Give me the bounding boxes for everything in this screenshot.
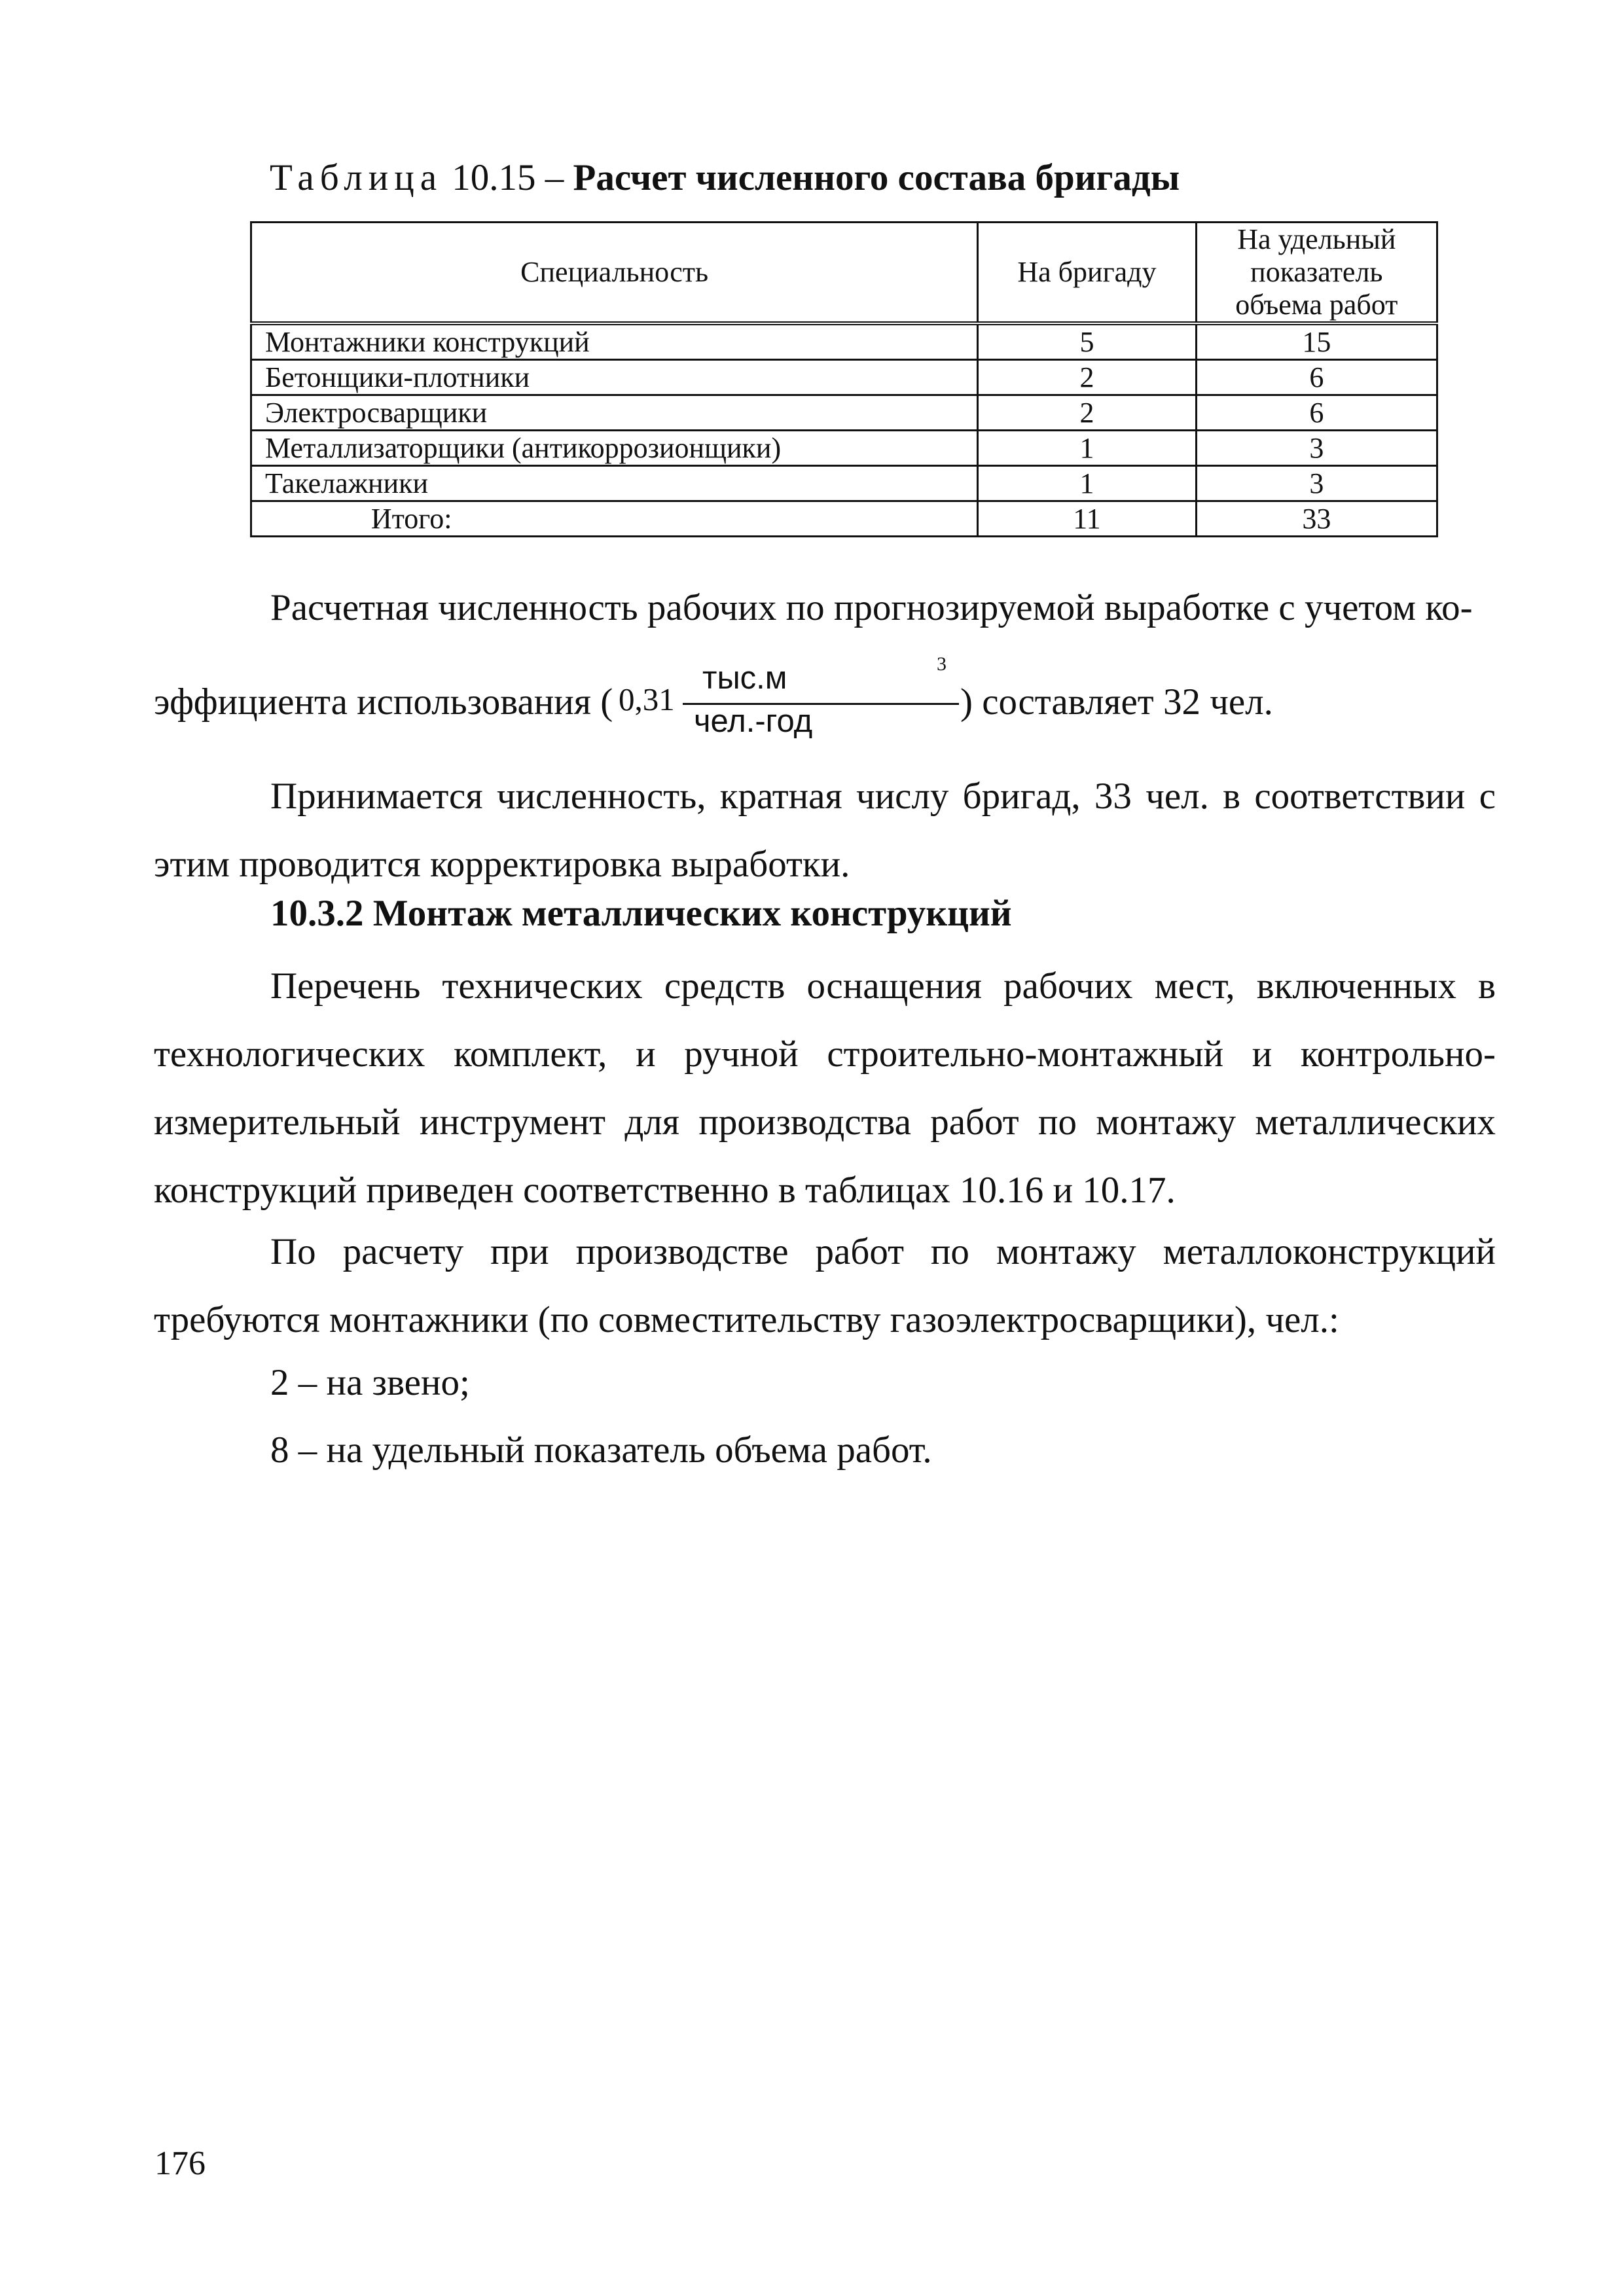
cell-per-specific: 15 (1196, 323, 1437, 360)
header-per-specific-volume: На удельный показатель объема работ (1196, 223, 1437, 324)
table-total-row (251, 501, 1437, 537)
cell-per-brigade: 2 (978, 360, 1196, 395)
paragraph-4: По расчету при производстве работ по монтажу металлоконструкций требуются монтажники (по совместительству газоэлектросварщики), чел.: (154, 1231, 1496, 1340)
header-per-brigade: На бригаду (978, 223, 1196, 324)
list-item-1: 2 – на звено; (270, 1362, 470, 1403)
cell-specialty: Электросварщики (251, 395, 978, 431)
cell-specialty: Металлизаторщики (антикоррозионщики) (251, 431, 978, 466)
paragraph-1-line-2-start: эффициента использования ( (154, 681, 613, 723)
cell-per-brigade: 1 (978, 431, 1196, 466)
cell-total-brigade: 11 (978, 501, 1196, 537)
cell-per-brigade: 1 (978, 466, 1196, 501)
table-row (251, 323, 1437, 360)
page-number: 176 (154, 2145, 206, 2182)
paragraph-1-line-1: Расчетная численность рабочих по прогнозируемой выработке с учетом ко- (270, 587, 1473, 628)
section-heading: 10.3.2 Монтаж металлических конструкций (270, 893, 1012, 934)
cell-specialty: Монтажники конструкций (251, 323, 978, 360)
cell-per-brigade: 2 (978, 395, 1196, 431)
cell-specialty: Такелажники (251, 466, 978, 501)
paragraph-1-line-2-end: ) составляет 32 чел. (960, 681, 1273, 723)
table-row (251, 395, 1437, 431)
cell-per-brigade: 5 (978, 323, 1196, 360)
cell-total-specific: 33 (1196, 501, 1437, 537)
formula-numerator: тыс.м (702, 660, 787, 696)
staffing-table (250, 221, 1438, 537)
caption-number: 10.15 – (452, 157, 564, 198)
formula-coefficient: 0,31 (619, 681, 675, 717)
caption-label: Таблица (270, 157, 443, 198)
cell-per-specific: 6 (1196, 360, 1437, 395)
cell-specialty: Бетонщики-плотники (251, 360, 978, 395)
paragraph-2: Принимается численность, кратная числу бригад, 33 чел. в соответствии с этим проводится корректировка выработки. (154, 776, 1496, 885)
caption-title: Расчет численного состава бригады (573, 157, 1180, 198)
table-row (251, 360, 1437, 395)
cell-per-specific: 3 (1196, 431, 1437, 466)
table-header-row (251, 223, 1437, 324)
list-item-2: 8 – на удельный показатель объема работ. (270, 1429, 932, 1471)
paragraph-3: Перечень технических средств оснащения рабочих мест, включенных в технологических комплект, и ручной строительно-монтажный и контрольно-измерительный инструмент для производства работ по монтажу металлических конструкций приведен соответственно в таблицах 10.16 и 10.17. (154, 965, 1496, 1211)
cell-total-label: Итого: (251, 501, 978, 537)
table-row (251, 466, 1437, 501)
formula-exponent: 3 (937, 653, 947, 675)
table-caption (270, 152, 1180, 204)
formula-denominator: чел.-год (694, 704, 813, 739)
header-specialty: Специальность (251, 223, 978, 324)
table-row (251, 431, 1437, 466)
cell-per-specific: 6 (1196, 395, 1437, 431)
cell-per-specific: 3 (1196, 466, 1437, 501)
